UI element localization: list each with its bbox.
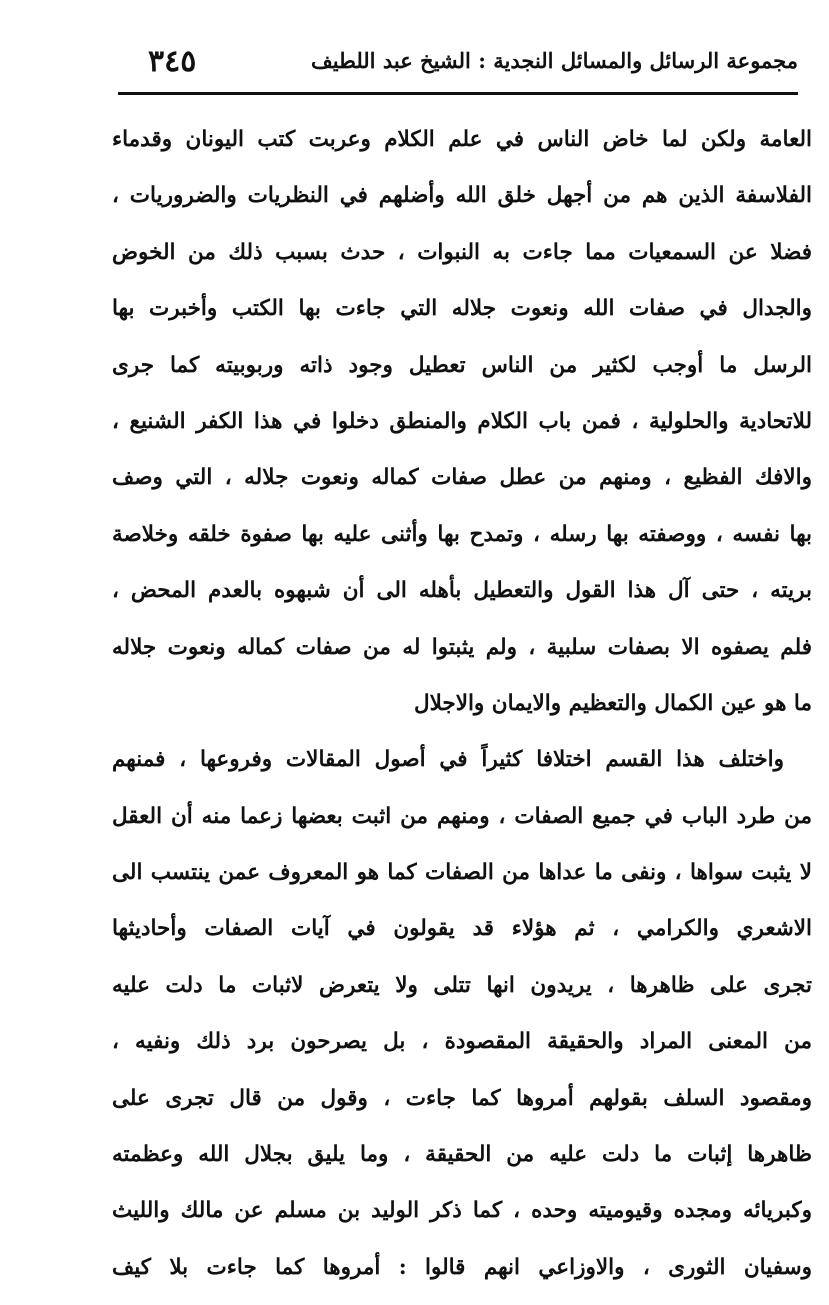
text-line: بها نفسه ، ووصفته بها رسله ، وتمدح بها وأثنى عليه بها صفوة خلقه وخلاصة: [112, 521, 812, 547]
text-line: وسفيان الثورى ، والاوزاعي انهم قالوا : أمروها كما جاءت بلا كيف: [112, 1254, 812, 1280]
header-rule: [118, 92, 798, 95]
body-text: [112, 112, 812, 1296]
text-line: للاتحادية والحلولية ، فمن باب الكلام والمنطق دخلوا في هذا الكفر الشنيع ،: [112, 408, 812, 434]
text-line: الفلاسفة الذين هم من أجهل خلق الله وأضلهم في النظريات والضروريات ،: [112, 183, 812, 209]
text-line: تجرى على ظاهرها ، يريدون انها تتلى ولا يتعرض لاثبات ما دلت عليه: [112, 972, 812, 998]
text-line: وكبريائه ومجده وقيوميته وحده ، كما ذكر الوليد بن مسلم عن مالك والليث: [112, 1198, 812, 1224]
paragraph-start-line: واختلف هذا القسم اختلافا كثيراً في أصول المقالات وفروعها ، فمنهم: [112, 747, 784, 773]
text-line: من طرد الباب في جميع الصفات ، ومنهم من اثبت بعضها زعما منه أن العقل: [112, 803, 812, 829]
text-line: ظاهرها إثبات ما دلت عليه من الحقيقة ، وما يليق بجلال الله وعظمته: [112, 1142, 812, 1168]
text-line: فلم يصفوه الا بصفات سلبية ، ولم يثبتوا له من صفات كماله ونعوت جلاله: [112, 634, 812, 660]
text-line: بريته ، حتى آل هذا القول والتعطيل بأهله الى أن شبهوه بالعدم المحض ،: [112, 578, 812, 604]
text-line: والافك الفظيع ، ومنهم من عطل صفات كماله ونعوت جلاله ، التي وصف: [112, 465, 812, 491]
text-line: ومقصود السلف بقولهم أمروها كما جاءت ، وقول من قال تجرى على: [112, 1085, 812, 1111]
text-line: من المعنى المراد والحقيقة المقصودة ، بل يصرحون برد ذلك ونفيه ،: [112, 1029, 812, 1055]
text-line: لا يثبت سواها ، ونفى ما عداها من الصفات كما هو المعروف عمن ينتسب الى: [112, 860, 812, 886]
text-line: فضلا عن السمعيات مما جاءت به النبوات ، حدث بسبب ذلك من الخوض: [112, 239, 812, 265]
text-line: الاشعري والكرامي ، ثم هؤلاء قد يقولون في آيات الصفات وأحاديثها: [112, 916, 812, 942]
text-line: العامة ولكن لما خاض الناس في علم الكلام وعربت كتب اليونان وقدماء: [112, 127, 812, 152]
page-number: ٣٤٥: [148, 44, 197, 79]
text-line: والجدال في صفات الله ونعوت جلاله التي جاءت بها الكتب وأخبرت بها: [112, 296, 812, 322]
text-line: الرسل ما أوجب لكثير من الناس تعطيل وجود ذاته وربوبيته كما جرى: [112, 352, 812, 378]
page-header: [118, 44, 798, 88]
paragraph-end-line: ما هو عين الكمال والتعظيم والايمان والاجلال: [413, 690, 812, 716]
running-title: مجموعة الرسائل والمسائل النجدية : الشيخ عبد اللطيف: [311, 48, 798, 73]
